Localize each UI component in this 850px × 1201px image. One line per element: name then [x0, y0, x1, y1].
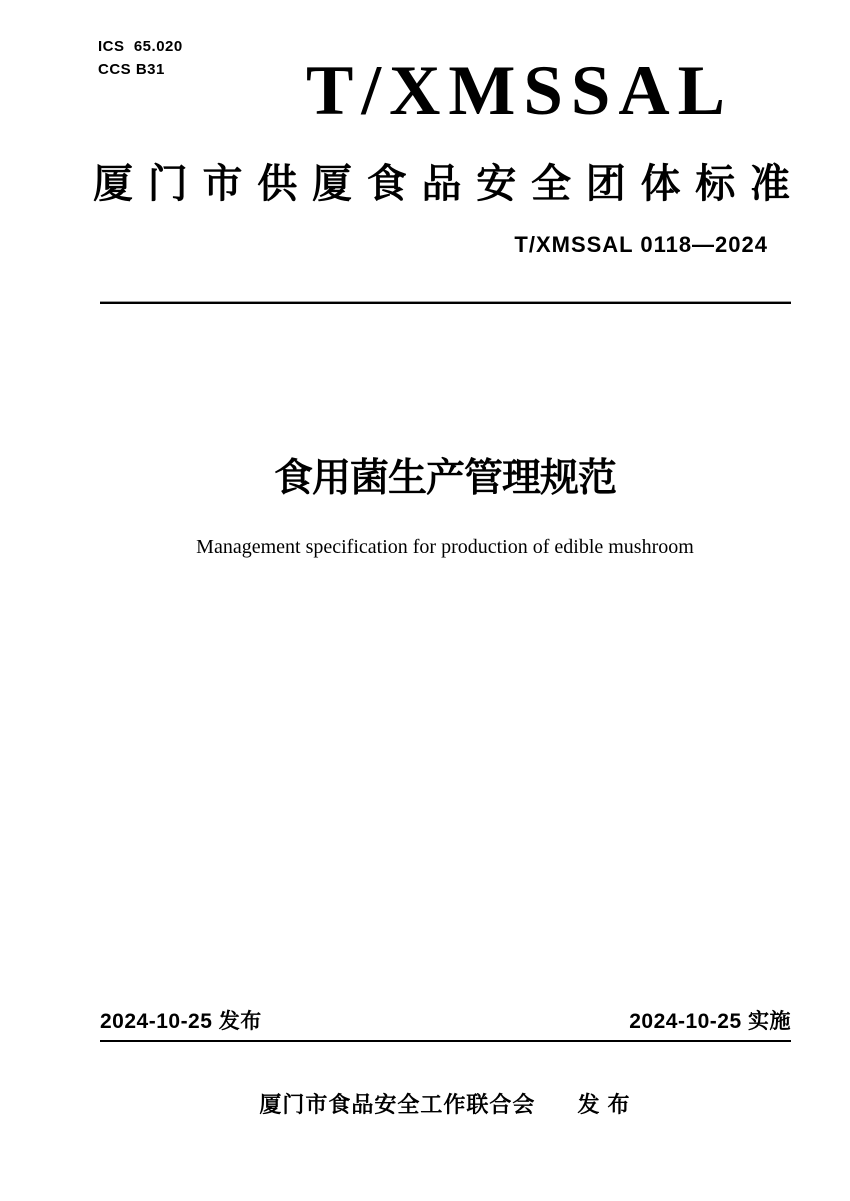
header-char: 准: [750, 162, 790, 206]
ics-code: ICS 65.020: [98, 38, 183, 55]
document-title-cn: 食用菌生产管理规范: [273, 457, 616, 500]
header-char: 体: [640, 162, 681, 206]
standard-society-title: [93, 161, 790, 207]
dates-row: [100, 1008, 791, 1035]
header-divider-rule: [100, 301, 791, 304]
ccs-code: CCS B31: [98, 61, 165, 78]
issue-date: 2024-10-25 发布: [100, 1010, 262, 1033]
header-char: 供: [257, 162, 298, 206]
header-char: 团: [585, 162, 626, 206]
header-char: 厦: [312, 162, 352, 206]
header-char: 市: [202, 162, 243, 206]
publisher-name: 厦门市食品安全工作联合会: [259, 1092, 536, 1117]
publish-label: 发 布: [577, 1092, 631, 1117]
standard-number: T/XMSSAL 0118—2024: [514, 232, 768, 257]
header-char: 食: [366, 162, 407, 206]
header-char: 品: [421, 162, 462, 206]
publisher-gap: [535, 1091, 577, 1120]
header-char: 标: [695, 162, 736, 206]
header-char: 厦: [93, 162, 133, 206]
standard-org-code: T/XMSSAL: [306, 52, 733, 130]
publisher-row: [100, 1091, 790, 1120]
document-title-en: Management specification for production of edible mushroom: [196, 536, 694, 558]
implement-date: 2024-10-25 实施: [629, 1010, 791, 1033]
footer-divider-rule: [100, 1040, 791, 1042]
header-char: 全: [531, 162, 571, 206]
header-char: 门: [147, 162, 188, 206]
header-char: 安: [476, 162, 517, 206]
